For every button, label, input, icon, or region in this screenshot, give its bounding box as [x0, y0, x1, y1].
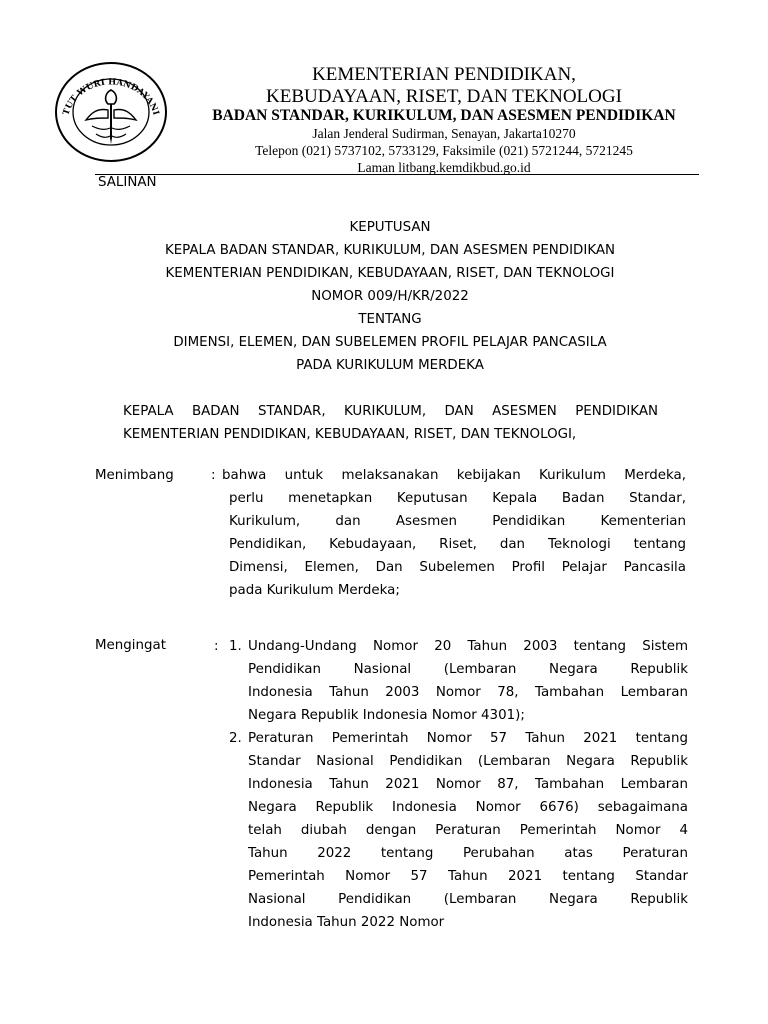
menimbang-line: Pendidikan, Kebudayaan, Riset, dan Teknologi tentang — [229, 537, 686, 552]
letterhead-website: Laman litbang.kemdikbud.go.id — [357, 160, 531, 175]
letterhead-phone: Telepon (021) 5737102, 5733129, Faksimile (021) 5721244, 5721245 — [255, 143, 633, 158]
menimbang-line: bahwa untuk melaksanakan kebijakan Kurikulum Merdeka, — [222, 468, 686, 483]
menimbang-line: perlu menetapkan Keputusan Kepala Badan Standar, — [229, 491, 686, 506]
letterhead-address: Jalan Jenderal Sudirman, Senayan, Jakarta10270 — [312, 126, 576, 141]
mengingat-item-line: Peraturan Pemerintah Nomor 57 Tahun 2021 tentang — [248, 731, 688, 746]
issuer-line-1: KEPALA BADAN STANDAR, KURIKULUM, DAN ASESMEN PENDIDIKAN — [123, 404, 658, 419]
mengingat-item-line: Negara Republik Indonesia Nomor 4301); — [248, 708, 525, 723]
mengingat-colon: : — [214, 639, 219, 654]
mengingat-item-line: telah diubah dengan Peraturan Pemerintah Nomor 4 — [248, 823, 688, 838]
mengingat-item-line: Indonesia Tahun 2003 Nomor 78, Tambahan Lembaran — [248, 685, 688, 700]
letterhead-agency-name: BADAN STANDAR, KURIKULUM, DAN ASESMEN PENDIDIKAN — [212, 107, 676, 124]
letterhead-ministry-line-1: KEMENTERIAN PENDIDIKAN, — [312, 64, 576, 85]
tut-wuri-handayani-logo — [52, 60, 170, 164]
mengingat-item-line: Pendidikan Nasional (Lembaran Negara Republik — [248, 662, 688, 677]
issuer-line-2: KEMENTERIAN PENDIDIKAN, KEBUDAYAAN, RISET, DAN TEKNOLOGI, — [123, 427, 577, 442]
mengingat-item-number: 2. — [229, 731, 242, 746]
salinan-label: SALINAN — [98, 175, 157, 190]
title-subject-line-2: PADA KURIKULUM MERDEKA — [296, 358, 484, 373]
menimbang-label: Menimbang — [95, 468, 174, 483]
svg-text:TUT WURI HANDAYANI: TUT WURI HANDAYANI — [61, 77, 161, 117]
mengingat-item-line: Nasional Pendidikan (Lembaran Negara Republik — [248, 892, 688, 907]
title-line-2: KEPALA BADAN STANDAR, KURIKULUM, DAN ASESMEN PENDIDIKAN — [164, 243, 616, 258]
mengingat-item-line: Indonesia Tahun 2022 Nomor — [248, 915, 445, 930]
menimbang-line: Dimensi, Elemen, Dan Subelemen Profil Pelajar Pancasila — [229, 560, 686, 575]
mengingat-item-line: Indonesia Tahun 2021 Nomor 87, Tambahan Lembaran — [248, 777, 688, 792]
title-line-3: KEMENTERIAN PENDIDIKAN, KEBUDAYAAN, RISET, DAN TEKNOLOGI — [165, 266, 615, 281]
letterhead-ministry-line-2: KEBUDAYAAN, RISET, DAN TEKNOLOGI — [266, 86, 622, 107]
title-keputusan: KEPUTUSAN — [349, 220, 431, 235]
mengingat-item-number: 1. — [229, 639, 242, 654]
mengingat-item-line: Undang-Undang Nomor 20 Tahun 2003 tentang Sistem — [248, 639, 688, 654]
menimbang-line: pada Kurikulum Merdeka; — [229, 583, 400, 598]
menimbang-line: Kurikulum, dan Asesmen Pendidikan Kementerian — [229, 514, 686, 529]
mengingat-item-line: Pemerintah Nomor 57 Tahun 2021 tentang Standar — [248, 869, 688, 884]
mengingat-item-line: Tahun 2022 tentang Perubahan atas Peraturan — [248, 846, 688, 861]
letterhead-divider — [95, 174, 699, 175]
menimbang-colon: : — [211, 468, 216, 483]
mengingat-item-line: Standar Nasional Pendidikan (Lembaran Negara Republik — [248, 754, 688, 769]
title-tentang: TENTANG — [358, 312, 422, 327]
title-subject-line-1: DIMENSI, ELEMEN, DAN SUBELEMEN PROFIL PELAJAR PANCASILA — [173, 335, 607, 350]
mengingat-item-line: Negara Republik Indonesia Nomor 6676) sebagaimana — [248, 800, 688, 815]
title-number: NOMOR 009/H/KR/2022 — [311, 289, 469, 304]
mengingat-label: Mengingat — [95, 638, 166, 653]
